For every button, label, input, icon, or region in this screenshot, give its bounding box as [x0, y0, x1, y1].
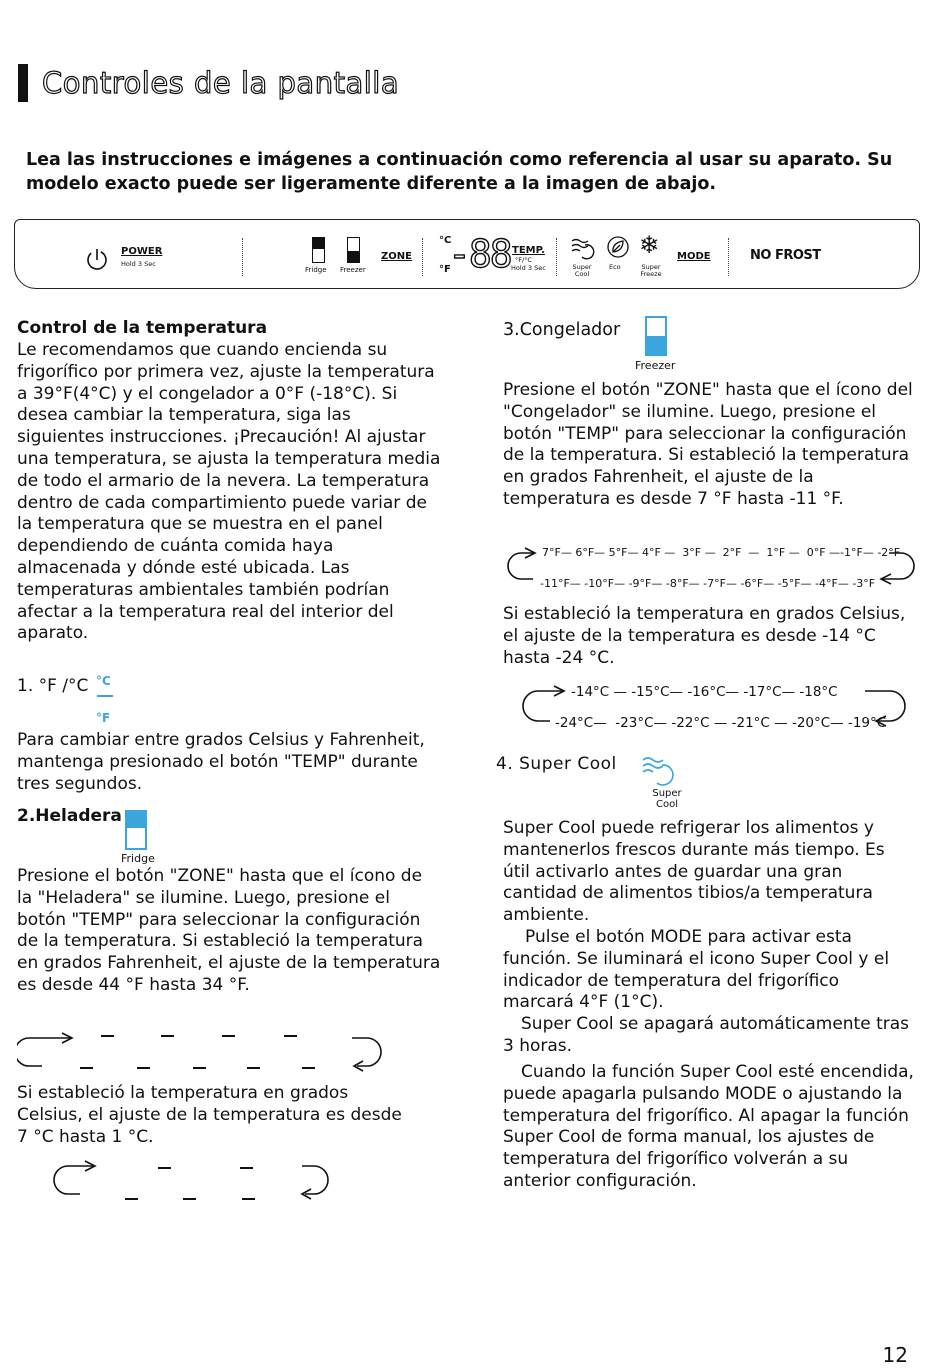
freezer-icon-label: Freezer [635, 359, 676, 372]
eco-label: Eco [609, 263, 621, 271]
celsius-indicator: °C [439, 235, 452, 246]
page-title: Controles de la pantalla [42, 66, 400, 100]
super-cool-paragraph-2: Pulse el botón MODE para activar esta función. Se iluminará el icono Super Cool y el indicador de temperatura del frigorífico marcará 4°F (1°C). [503, 927, 890, 1013]
freezer-body-celsius: Si estableció la temperatura en grados Celsius, el ajuste de la temperatura es desde -14 °C hasta -24 °C. [503, 604, 906, 668]
freezer-celsius-sequence-top: -14°C — -15°C— -16°C— -17°C— -18°C [571, 684, 838, 700]
sequence-dash [240, 1167, 253, 1169]
super-cool-icon [570, 235, 596, 261]
unit-divider [97, 695, 113, 697]
power-label: POWER [121, 246, 163, 257]
panel-divider [422, 238, 423, 276]
sequence-dash [137, 1067, 150, 1069]
sequence-dash [193, 1067, 206, 1069]
fridge-label: Fridge [305, 266, 327, 274]
super-cool-paragraph-3: Super Cool se apagará automáticamente tras 3 horas. [503, 1014, 910, 1056]
sequence-dash [242, 1198, 255, 1200]
temp-label: TEMP. [512, 245, 545, 256]
unit-body: Para cambiar entre grados Celsius y Fahrenheit, mantenga presionado el botón "TEMP" durante tres segundos. [17, 730, 425, 794]
eco-leaf-icon [606, 235, 630, 259]
super-cool-label: Super Cool [572, 263, 592, 278]
fridge-body-celsius: Si estableció la temperatura en grados Celsius, el ajuste de la temperatura es desde 7 °C hasta 1 °C. [17, 1083, 402, 1147]
super-cool-paragraph-1: Super Cool puede refrigerar los alimentos y mantenerlos frescos durante más tiempo. Es útil activarlo antes de guardar una gran cantidad de alimentos tibios/a temperatura ambiente. [503, 818, 885, 926]
panel-divider [556, 238, 557, 276]
sequence-dash [125, 1198, 138, 1200]
fahrenheit-icon: °F [96, 711, 111, 725]
sequence-dash [222, 1035, 235, 1037]
unit-heading: 1. °F /°C [17, 676, 89, 696]
no-frost-logo: NO FROST [750, 248, 821, 263]
freezer-fahrenheit-sequence-top: 7°F— 6°F— 5°F— 4°F — 3°F — 2°F — 1°F — 0°F —-1°F— -2°F [542, 546, 901, 559]
super-cool-icon-label: Super Cool [652, 788, 682, 810]
sequence-dash [158, 1167, 171, 1169]
page-number: 12 [882, 1343, 908, 1367]
sequence-dash [183, 1198, 196, 1200]
super-freeze-label: Super Freeze [640, 263, 662, 278]
freezer-fahrenheit-sequence-bottom: -11°F— -10°F— -9°F— -8°F— -7°F— -6°F— -5°F— -4°F— -3°F [540, 577, 876, 590]
sequence-dash [161, 1035, 174, 1037]
zone-label: ZONE [381, 251, 412, 262]
title-accent-bar [18, 64, 28, 102]
fridge-zone-icon [312, 237, 325, 263]
sequence-dash [80, 1067, 93, 1069]
freezer-body-fahrenheit: Presione el botón "ZONE" hasta que el ícono del "Congelador" se ilumine. Luego, presione el botón "TEMP" para seleccionar la configuración de la temperatura. Si estableció la temperatura en grados Fahrenheit, el ajuste de la temperatura es desde 7 °F hasta -11 °F. [503, 380, 913, 509]
sequence-dash [101, 1035, 114, 1037]
fridge-icon-label: Fridge [121, 852, 155, 865]
mode-label: MODE [677, 251, 711, 262]
temperature-display: -88 [448, 232, 511, 276]
sequence-dash [284, 1035, 297, 1037]
sequence-dash [302, 1067, 315, 1069]
intro-text: Lea las instrucciones e imágenes a continuación como referencia al usar su aparato. Su modelo exacto puede ser ligeramente diferente a la imagen de abajo. [26, 150, 893, 194]
super-cool-heading: 4. Super Cool [496, 754, 617, 774]
freezer-celsius-sequence-bottom: -24°C— -23°C— -22°C — -21°C — -20°C— -19°C [555, 715, 887, 731]
control-panel [14, 219, 920, 289]
sequence-dash [247, 1067, 260, 1069]
temp-hold-label: Hold 3 Sec [511, 264, 546, 272]
freezer-heading: 3.Congelador [503, 320, 621, 340]
freezer-label: Freezer [340, 266, 366, 274]
super-cool-paragraph-4: Cuando la función Super Cool esté encendida, puede apagarla pulsando MODE o ajustando la temperatura del frigorífico. Al apagar la función Super Cool de forma manual, los ajustes de temperatura del frigorífico volverán a su anterior configuración. [503, 1062, 914, 1191]
celsius-icon: °C [96, 674, 111, 688]
panel-divider [728, 238, 729, 276]
power-hold-label: Hold 3 Sec [121, 260, 156, 268]
power-icon [85, 247, 109, 271]
temp-units-label: °F/°C [515, 256, 532, 264]
fahrenheit-indicator: °F [439, 264, 451, 275]
fridge-icon [125, 810, 147, 850]
fridge-heading: 2.Heladera [17, 806, 122, 826]
temperature-control-heading: Control de la temperatura [17, 318, 268, 338]
snowflake-icon: ❄ [639, 231, 660, 259]
panel-divider [242, 238, 243, 276]
temperature-control-body: Le recomendamos que cuando encienda su frigorífico por primera vez, ajuste la temperatura a 39°F(4°C) y el congelador a 0°F (-18°C). Si desea cambiar la temperatura, siga las siguientes instrucciones. ¡Precaución! Al ajustar una temperatura, se ajusta la temperatura media de todo el armario de la nevera. La temperatura dentro de cada compartimiento puede variar de la temperatura que se muestra en el panel dependiendo de cuánta comida haya almacenada y dónde esté ubicada. Las temperaturas ambientales también podrían afectar a la temperatura real del interior del aparato. [17, 340, 441, 644]
super-cool-blue-icon [640, 752, 680, 792]
fridge-body-fahrenheit: Presione el botón "ZONE" hasta que el ícono de la "Heladera" se ilumine. Luego, presione el botón "TEMP" para seleccionar la configuración de la temperatura. Si estableció la temperatura en grados Fahrenheit, el ajuste de la temperatura es desde 44 °F hasta 34 °F. [17, 866, 441, 995]
freezer-icon [645, 316, 667, 356]
freezer-zone-icon [347, 237, 360, 263]
